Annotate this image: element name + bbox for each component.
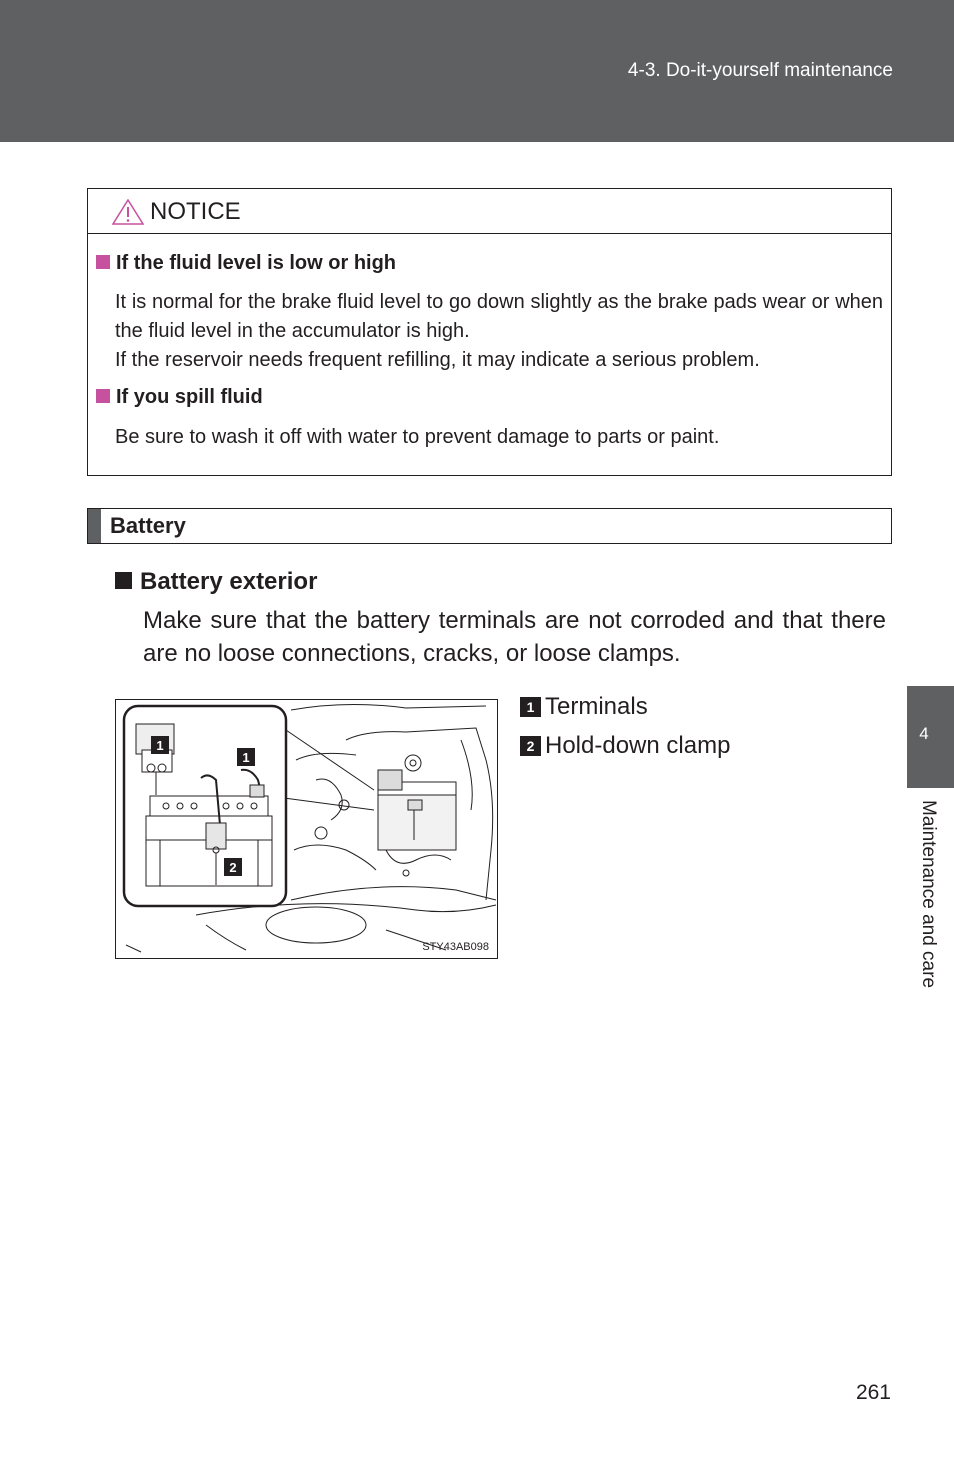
callout-terminal-left: 1 [156, 738, 164, 753]
legend-item [520, 732, 730, 760]
square-bullet-icon [96, 389, 110, 403]
notice-item-heading: If the fluid level is low or high [96, 252, 396, 275]
chapter-number: 4 [919, 724, 929, 743]
notice-paragraph: If the reservoir needs frequent refilling, it may indicate a serious problem. [115, 349, 760, 371]
notice-box [87, 188, 892, 476]
battery-illustration [115, 699, 498, 959]
callout-terminal-right: 1 [242, 750, 250, 765]
chapter-label: Maintenance and care [918, 800, 939, 989]
callout-clamp: 2 [229, 860, 237, 875]
square-bullet-icon [115, 572, 132, 589]
chapter-tab [907, 686, 954, 788]
section-title: 4-3. Do-it-yourself maintenance [627, 60, 893, 81]
chapter-tab-label-wrap [901, 800, 951, 1020]
notice-paragraph: It is normal for the brake fluid level to go down slightly as the brake pads wear or when the fluid level in the accumulator is high. [115, 291, 883, 342]
notice-header [88, 189, 891, 234]
body-paragraph: Make sure that the battery terminals are not corroded and that there are no loose connections, cracks, or loose clamps. [143, 607, 886, 667]
notice-title: NOTICE [150, 198, 241, 225]
page-number: 261 [855, 1381, 891, 1404]
legend-badge: 1 [520, 697, 541, 717]
engine-bay-drawing [116, 700, 498, 959]
legend-label: Terminals [545, 693, 648, 720]
legend-item [520, 693, 648, 721]
warning-icon [112, 199, 144, 225]
page-header [0, 0, 954, 142]
section-heading [87, 508, 892, 544]
section-heading-label: Battery [110, 513, 186, 538]
heading-stripe [88, 509, 101, 543]
legend-label: Hold-down clamp [545, 732, 731, 759]
notice-item-heading: If you spill fluid [96, 386, 263, 409]
legend-badge: 2 [520, 736, 541, 756]
figure-code: STY43AB098 [422, 941, 489, 953]
notice-paragraph: Be sure to wash it off with water to prevent damage to parts or paint. [115, 426, 720, 448]
square-bullet-icon [96, 255, 110, 269]
subheading: Battery exterior [115, 568, 317, 596]
